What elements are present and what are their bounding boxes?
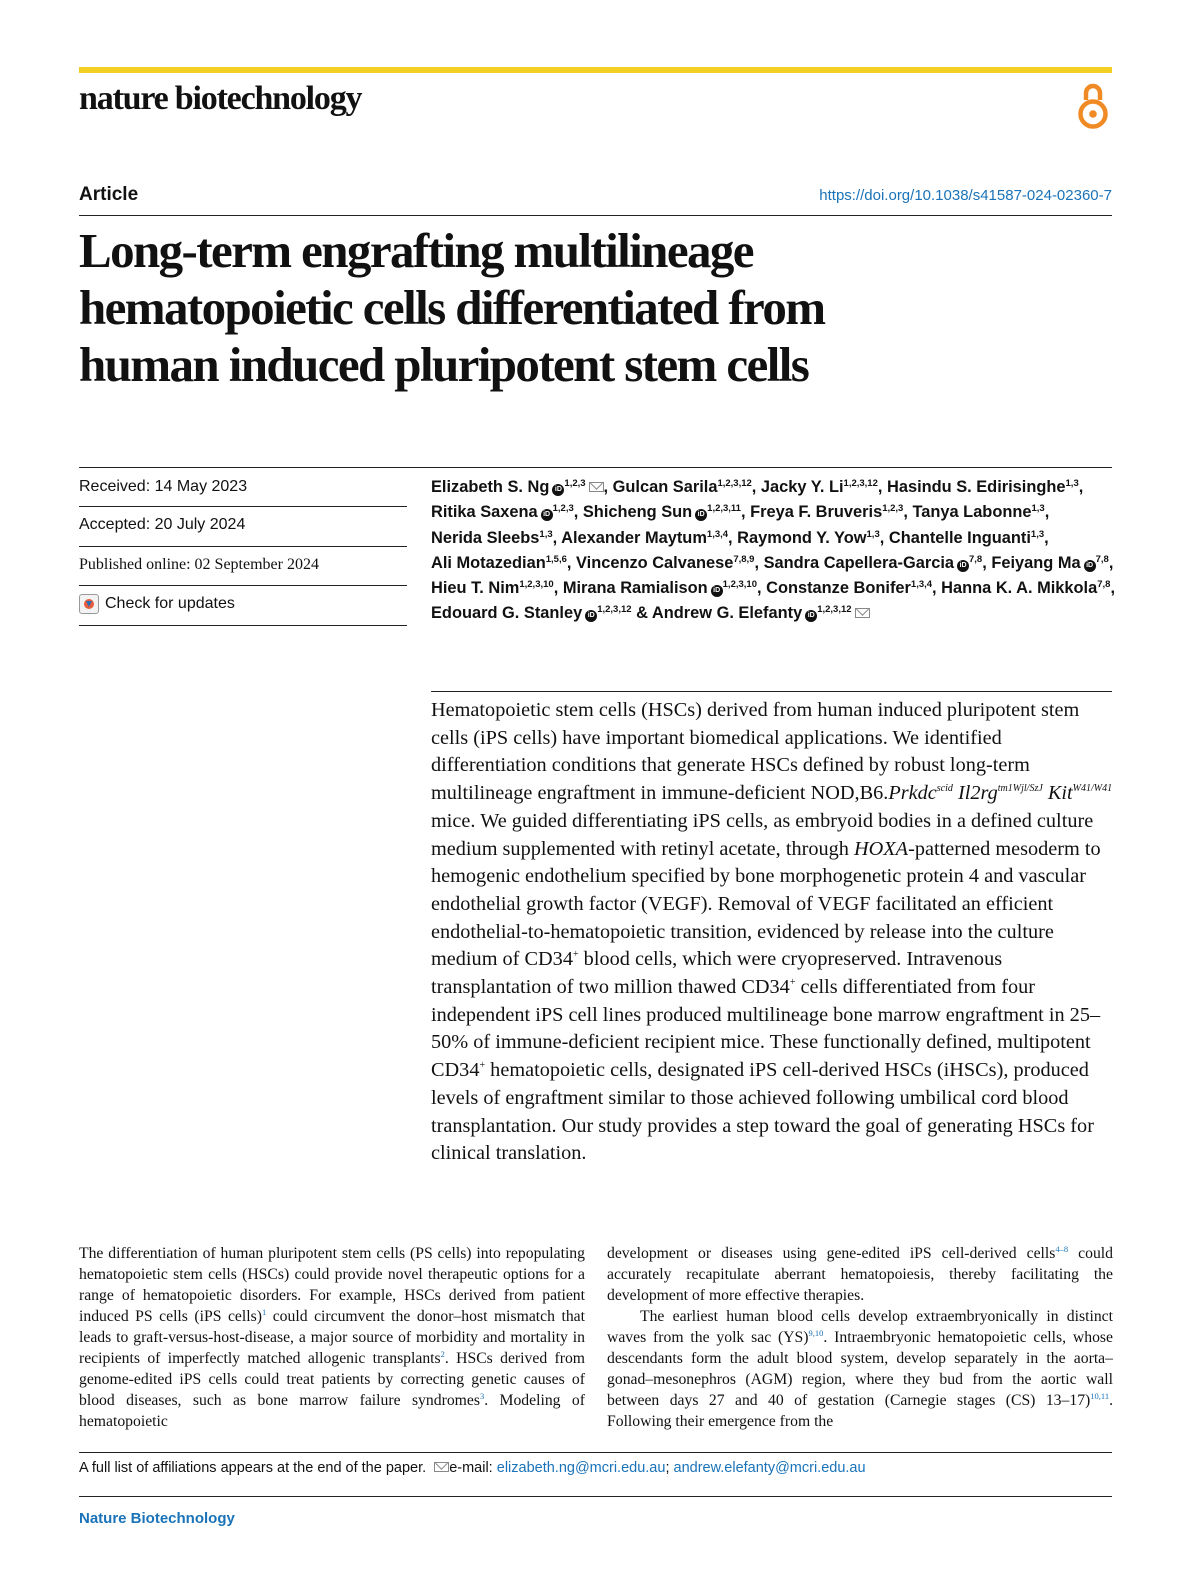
author-separator: , <box>903 503 908 522</box>
text-segment: could accurately recapitulate aberrant hematopoiesis, thereby facilitating the development of more effective therapies. <box>607 1245 1113 1304</box>
footnote-divider <box>79 1452 1112 1453</box>
orcid-icon[interactable]: iD <box>552 484 564 496</box>
author-separator: & <box>631 604 648 623</box>
author[interactable] <box>561 529 732 547</box>
author-name: Constanze Bonifer <box>766 579 911 598</box>
affiliation-text: A full list of affiliations appears at the end of the paper. <box>79 1460 427 1476</box>
body-paragraph <box>79 1243 585 1432</box>
received-date: Received: 14 May 2023 <box>79 478 248 495</box>
author-affiliations: 1,3,4 <box>910 579 933 591</box>
author-affiliations: 7,8 <box>1097 579 1111 591</box>
author[interactable] <box>652 604 870 622</box>
author-separator: , <box>877 478 883 496</box>
title-line: human induced pluripotent stem cells <box>79 337 809 392</box>
superscript: + <box>479 1060 486 1072</box>
title-line: hematopoietic cells differentiated from <box>79 280 825 335</box>
author-name: Nerida Sleebs <box>431 528 540 547</box>
author-affiliations: 1,2,3,10 <box>519 579 554 591</box>
superscript[interactable]: 4–8 <box>1055 1244 1069 1254</box>
text-segment: development or diseases using gene-edited iPS cell-derived cells <box>607 1245 1056 1262</box>
author-affiliations: 1,2,3,11 <box>707 503 741 515</box>
orcid-icon[interactable]: iD <box>541 509 553 521</box>
author-affiliations: 1,3 <box>1031 503 1045 515</box>
author-name: Hanna K. A. Mikkola <box>941 579 1098 598</box>
author[interactable] <box>431 503 578 521</box>
superscript[interactable]: 3 <box>479 1391 485 1401</box>
author-name: Chantelle Inguanti <box>888 528 1031 547</box>
author-affiliations: 1,5,6 <box>545 553 567 565</box>
author[interactable] <box>613 478 757 496</box>
author-separator: , <box>982 553 987 572</box>
author[interactable] <box>766 579 937 597</box>
author-name: Tanya Labonne <box>912 503 1032 522</box>
check-updates-label: Check for updates <box>105 595 235 612</box>
text-segment: . Following their emergence from the <box>607 1392 1113 1430</box>
author-separator: , <box>754 553 760 572</box>
author-separator: , <box>1044 503 1050 522</box>
author[interactable] <box>764 554 987 572</box>
meta-divider <box>79 585 407 586</box>
email-link[interactable]: andrew.elefanty@mcri.edu.au <box>673 1460 866 1476</box>
author-name: Edouard G. Stanley <box>431 604 583 623</box>
author-separator: , <box>1078 478 1084 496</box>
email-label: e-mail: <box>449 1460 493 1476</box>
superscript[interactable]: 1 <box>261 1307 267 1317</box>
author[interactable] <box>761 478 883 496</box>
author-separator: , <box>756 579 762 598</box>
email-icon[interactable] <box>855 608 870 618</box>
author-separator: , <box>879 528 885 547</box>
author-name: Hieu T. Nim <box>431 579 520 598</box>
author-name: Elizabeth S. Ng <box>431 478 550 496</box>
header-accent-bar <box>79 67 1112 73</box>
author-name: Gulcan Sarila <box>612 478 718 496</box>
text-segment: Kit <box>1047 782 1073 805</box>
author-name: Hasindu S. Edirisinghe <box>887 478 1066 496</box>
author-name: Vincenzo Calvanese <box>576 553 734 572</box>
author[interactable] <box>563 579 762 597</box>
author-name: Alexander Maytum <box>561 528 707 547</box>
author-affiliations: 1,2,3 <box>564 478 586 489</box>
text-segment: The earliest human blood cells develop extraembryonically in distinct waves from the yolk sac (YS) <box>607 1308 1113 1346</box>
header-divider <box>79 215 1112 216</box>
abstract <box>431 697 1121 1168</box>
body-paragraph <box>607 1243 1113 1306</box>
author[interactable] <box>431 604 648 622</box>
footer-divider <box>79 1496 1112 1497</box>
author-name: Raymond Y. Yow <box>737 528 867 547</box>
meta-divider <box>79 546 407 547</box>
author-affiliations: 1,2,3,12 <box>843 478 878 489</box>
author-separator: , <box>566 553 572 572</box>
affiliation-note <box>79 1460 866 1476</box>
open-access-icon <box>1074 80 1112 130</box>
superscript: + <box>789 977 796 989</box>
superscript: tm1Wjl/SzJ <box>997 783 1043 795</box>
text-segment: . HSCs derived from genome-edited iPS cells could treat patients by correcting genetic causes of blood diseases, such as bone marrow failure syndromes <box>79 1350 586 1409</box>
text-segment: Hematopoietic stem cells (HSCs) derived from human induced pluripotent stem cells (iPS cells) have important biomedical applications. We identified differentiation conditions that generate HSCs defined by robust long-term multilineage engraftment in immune-deficient NOD,B6. <box>431 699 1080 805</box>
author-name: Jacky Y. Li <box>760 478 844 496</box>
orcid-icon[interactable]: iD <box>957 560 969 572</box>
superscript: scid <box>936 783 953 795</box>
author-name: Andrew G. Elefanty <box>651 604 803 623</box>
author-separator: , <box>1044 528 1049 547</box>
text-segment: Il2rg <box>957 782 998 805</box>
author-affiliations: 7,8,9 <box>733 553 755 565</box>
author-affiliations: 1,2,3,12 <box>717 478 752 489</box>
author[interactable] <box>889 529 1049 547</box>
journal-logo[interactable]: nature biotechnology <box>79 80 362 117</box>
author-separator: , <box>552 528 558 547</box>
author-separator: , <box>1110 579 1115 598</box>
author[interactable] <box>583 503 746 521</box>
orcid-icon[interactable]: iD <box>1084 560 1096 572</box>
author[interactable] <box>431 529 557 547</box>
check-updates-button[interactable] <box>79 594 235 614</box>
superscript[interactable]: 2 <box>440 1349 445 1359</box>
superscript: W41/W41 <box>1072 783 1113 795</box>
superscript: + <box>572 949 579 961</box>
abstract-text <box>431 697 1121 1168</box>
abstract-divider <box>431 691 1112 692</box>
author-name: Sandra Capellera-Garcia <box>763 553 954 572</box>
email-separator: ; <box>665 1460 670 1476</box>
footer-journal[interactable]: Nature Biotechnology <box>79 1510 235 1527</box>
author[interactable] <box>576 554 759 572</box>
author-name: Freya F. Bruveris <box>750 503 883 522</box>
text-segment: mice. We guided differentiating iPS cells, as embryoid bodies in a defined culture medium supplemented with retinyl acetate, through <box>431 809 1094 860</box>
author-list <box>431 475 1121 627</box>
author-separator: , <box>553 579 559 598</box>
author-separator: , <box>751 478 757 496</box>
text-segment: HOXA <box>853 837 909 860</box>
author-separator: , <box>603 478 609 496</box>
author-separator: , <box>932 579 937 598</box>
text-segment: The differentiation of human pluripotent stem cells (PS cells) into repopulating hematopoietic stem cells (HSCs) could provide novel therapeutic options for a range of hematopoietic disorders. For example, HSCs derived from patient induced PS cells (iPS cells) <box>79 1245 585 1325</box>
meta-divider <box>79 506 407 507</box>
email-icon <box>434 1462 449 1472</box>
author-separator: , <box>1108 553 1114 572</box>
superscript[interactable]: 9,10 <box>808 1328 824 1338</box>
text-segment: -patterned mesoderm to hemogenic endothelium specified by bone morphogenetic protein 4 and vascular endothelial growth factor (VEGF). Removal of VEGF facilitated an efficient endothelial-to-hematopoietic transition, evidenced by release into the culture medium of CD34 <box>431 837 1101 971</box>
author-affiliations: 1,2,3,12 <box>817 604 852 616</box>
author-affiliations: 1,2,3,10 <box>722 579 757 591</box>
author-affiliations: 7,8 <box>969 553 983 565</box>
author-name: Ritika Saxena <box>431 503 538 522</box>
author-affiliations: 7,8 <box>1095 553 1109 565</box>
published-date: Published online: 02 September 2024 <box>79 556 319 573</box>
author-name: Feiyang Ma <box>991 553 1081 572</box>
text-segment: blood cells, which were cryopreserved. Intravenous transplantation of two million thawed CD34 <box>431 948 1003 999</box>
author[interactable] <box>431 579 558 597</box>
body-column-left <box>79 1243 585 1432</box>
author-affiliations: 1,3 <box>1065 478 1079 489</box>
article-title <box>79 222 1119 393</box>
meta-divider <box>79 625 407 626</box>
body-column-right <box>607 1243 1113 1432</box>
orcid-icon[interactable]: iD <box>585 610 597 622</box>
author-separator: , <box>573 503 579 522</box>
author-affiliations: 1,2,3 <box>552 503 574 515</box>
author-separator: , <box>728 528 733 547</box>
title-line: Long-term engrafting multilineage <box>79 223 753 278</box>
author[interactable] <box>750 503 908 521</box>
text-segment: . Intraembryonic hematopoietic cells, whose descendants form the adult blood system, develop separately in the aorta–gonad–mesonephros (AGM) region, where they bud from the aortic wall between days 27 and 40 of gestation (Carnegie stages (CS) 13–17) <box>607 1329 1113 1409</box>
article-type: Article <box>79 184 139 205</box>
text-segment: Prkdc <box>888 782 937 805</box>
author[interactable] <box>991 554 1113 572</box>
author-affiliations: 1,2,3 <box>882 503 904 515</box>
author-separator: , <box>740 503 746 522</box>
author-affiliations: 1,3 <box>539 528 553 540</box>
author-affiliations: 1,3 <box>1030 528 1045 540</box>
author-affiliations: 1,2,3,12 <box>597 604 632 616</box>
meta-divider <box>79 467 1112 468</box>
author[interactable] <box>941 579 1115 597</box>
email-link[interactable]: elizabeth.ng@mcri.edu.au <box>496 1460 666 1476</box>
author[interactable] <box>737 529 884 547</box>
author[interactable] <box>431 554 571 572</box>
check-updates-icon <box>79 594 99 614</box>
author-name: Shicheng Sun <box>582 503 693 522</box>
author[interactable] <box>912 503 1049 521</box>
author-affiliations: 1,3 <box>866 528 880 540</box>
orcid-icon[interactable]: iD <box>805 610 817 622</box>
text-segment: could circumvent the donor–host mismatch that leads to graft-versus-host-disease, a major source of morbidity and mortality in recipients of imperfectly matched allogenic transplants <box>79 1308 585 1367</box>
email-icon[interactable] <box>589 482 604 492</box>
body-paragraph <box>607 1306 1113 1432</box>
text-segment: hematopoietic cells, designated iPS cell-derived HSCs (iHSCs), produced levels of engraftment similar to those achieved following umbilical cord blood transplantation. Our study provides a step toward the goal of generating HSCs for clinical translation. <box>431 1059 1094 1165</box>
doi-link[interactable]: https://doi.org/10.1038/s41587-024-02360-7 <box>819 187 1112 204</box>
superscript[interactable]: 10,11 <box>1090 1391 1110 1401</box>
text-segment: . Modeling of hematopoietic <box>79 1392 585 1430</box>
author[interactable] <box>431 478 608 496</box>
author-name: Mirana Ramialison <box>562 579 708 598</box>
accepted-date: Accepted: 20 July 2024 <box>79 516 246 533</box>
orcid-icon[interactable]: iD <box>711 585 723 597</box>
orcid-icon[interactable]: iD <box>695 509 707 521</box>
text-segment: cells differentiated from four independent iPS cell lines produced multilineage bone marrow engraftment in 25–50% of immune-deficient recipient mice. These functionally defined, multipotent CD34 <box>431 976 1101 1082</box>
author-affiliations: 1,3,4 <box>706 528 729 540</box>
author-name: Ali Motazedian <box>431 553 546 572</box>
author[interactable] <box>887 478 1083 496</box>
